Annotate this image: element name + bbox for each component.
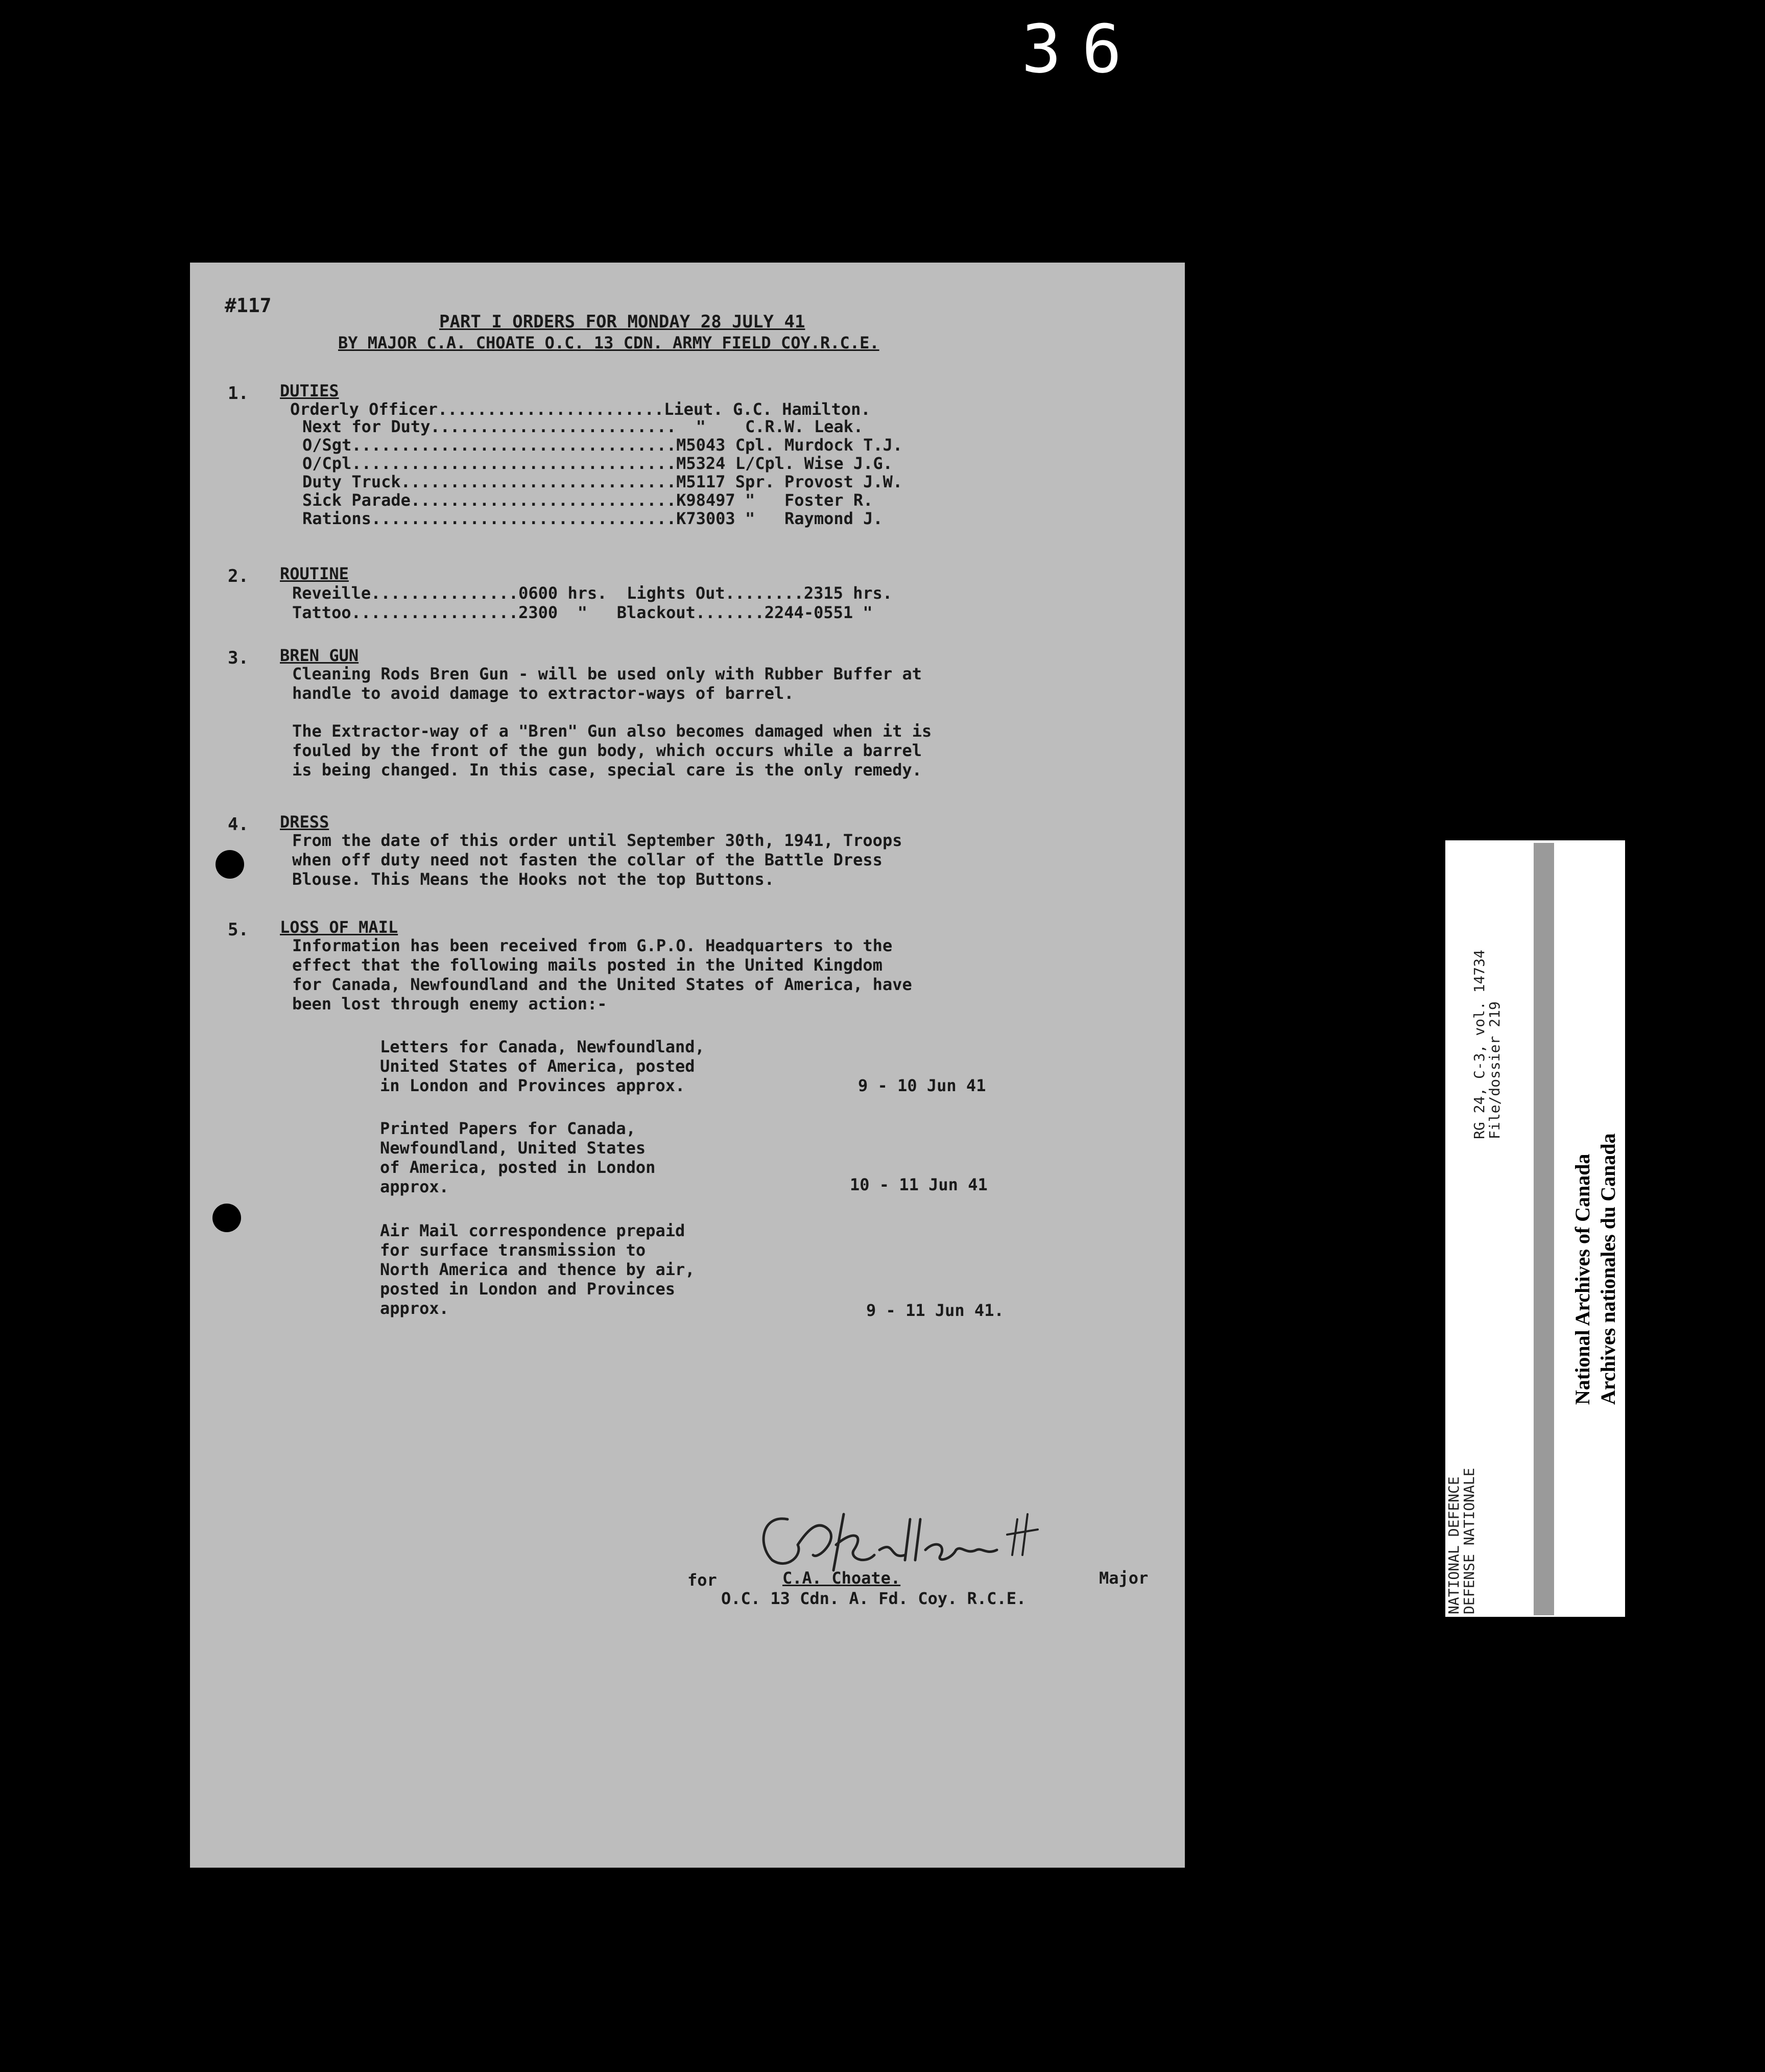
mail-item-line: in London and Provinces approx. (380, 1076, 685, 1095)
routine-row: Tattoo.................2300 " Blackout.......2244-0551 " (292, 603, 873, 622)
paragraph-line: The Extractor-way of a "Bren" Gun also becomes damaged when it is (292, 721, 932, 741)
section-number: 3. (228, 648, 249, 668)
duty-row: Sick Parade...........................K98497 " Foster R. (302, 490, 873, 510)
department-en: NATIONAL DEFENCE (1445, 1476, 1462, 1614)
mail-item-line: of America, posted in London (380, 1158, 656, 1177)
section-number: 4. (228, 814, 249, 835)
mail-item-line: North America and thence by air, (380, 1260, 695, 1279)
archive-reference: RG 24, C-3, vol. 14734 (1471, 950, 1488, 1139)
frame-number: 36 (1021, 10, 1142, 88)
duty-row: O/Cpl.................................M5324 L/Cpl. Wise J.G. (302, 454, 893, 473)
document-title: PART I ORDERS FOR MONDAY 28 JULY 41 (439, 312, 805, 332)
signature-for: for (687, 1570, 717, 1590)
duty-row: Rations...............................K73003 " Raymond J. (302, 509, 883, 528)
duty-row: Duty Truck............................M5117 Spr. Provost J.W. (302, 472, 903, 491)
mail-item-line: Air Mail correspondence prepaid (380, 1221, 685, 1240)
section-heading: LOSS OF MAIL (280, 917, 398, 937)
mail-item-line: United States of America, posted (380, 1056, 695, 1076)
mail-item-line: approx. (380, 1177, 449, 1196)
mail-item-line: Letters for Canada, Newfoundland, (380, 1037, 705, 1056)
paragraph-line: handle to avoid damage to extractor-ways of barrel. (292, 684, 794, 703)
section-number: 5. (228, 920, 249, 940)
mail-item-line: Newfoundland, United States (380, 1138, 646, 1158)
department-fr: DEFENSE NATIONALE (1461, 1468, 1477, 1614)
punch-hole (216, 850, 244, 879)
section-number: 2. (228, 566, 249, 586)
section-heading: DUTIES (280, 381, 339, 401)
paragraph-line: Cleaning Rods Bren Gun - will be used only with Rubber Buffer at (292, 664, 922, 684)
duty-row: O/Sgt.................................M5043 Cpl. Murdock T.J. (302, 435, 903, 455)
section-number: 1. (228, 383, 249, 404)
mail-item-date: 10 - 11 Jun 41 (850, 1175, 988, 1194)
order-number: #117 (225, 294, 272, 317)
section-heading: BREN GUN (280, 646, 359, 665)
signatory-name: C.A. Choate. (782, 1568, 901, 1588)
signatory-unit: O.C. 13 Cdn. A. Fd. Coy. R.C.E. (721, 1589, 1027, 1608)
mail-item-line: approx. (380, 1299, 449, 1318)
paragraph-line: effect that the following mails posted in the United Kingdom (292, 955, 882, 975)
duty-row: Next for Duty......................... " C.R.W. Leak. (302, 417, 864, 436)
section-heading: ROUTINE (280, 564, 349, 583)
paragraph-line: when off duty need not fasten the collar of the Battle Dress (292, 850, 882, 869)
mail-item-line: for surface transmission to (380, 1240, 646, 1260)
mail-item-date: 9 - 10 Jun 41 (858, 1076, 986, 1095)
paragraph-line: been lost through enemy action:- (292, 994, 607, 1014)
mail-item-line: Printed Papers for Canada, (380, 1119, 636, 1138)
signatory-rank: Major (1099, 1568, 1149, 1588)
label-divider (1534, 843, 1554, 1615)
paragraph-line: is being changed. In this case, special care is the only remedy. (292, 760, 922, 780)
document-subtitle: BY MAJOR C.A. CHOATE O.C. 13 CDN. ARMY FIELD COY.R.C.E. (338, 333, 879, 352)
paragraph-line: Information has been received from G.P.O. Headquarters to the (292, 936, 893, 955)
archives-name-en: National Archives of Canada (1571, 1153, 1594, 1405)
paragraph-line: From the date of this order until September 30th, 1941, Troops (292, 831, 902, 850)
routine-row: Reveille...............0600 hrs. Lights Out........2315 hrs. (292, 583, 893, 603)
punch-hole (212, 1204, 241, 1232)
mail-item-line: posted in London and Provinces (380, 1279, 675, 1299)
archives-name-fr: Archives nationales du Canada (1596, 1133, 1619, 1405)
mail-item-date: 9 - 11 Jun 41. (866, 1301, 1004, 1320)
paragraph-line: Blouse. This Means the Hooks not the top Buttons. (292, 869, 775, 889)
document-page (190, 263, 1185, 1868)
paragraph-line: fouled by the front of the gun body, which occurs while a barrel (292, 741, 922, 760)
duty-row: Orderly Officer.......................Lieut. G.C. Hamilton. (290, 399, 871, 419)
section-heading: DRESS (280, 812, 329, 832)
paragraph-line: for Canada, Newfoundland and the United States of America, have (292, 975, 912, 994)
archive-file: File/dossier 219 (1486, 1001, 1503, 1139)
